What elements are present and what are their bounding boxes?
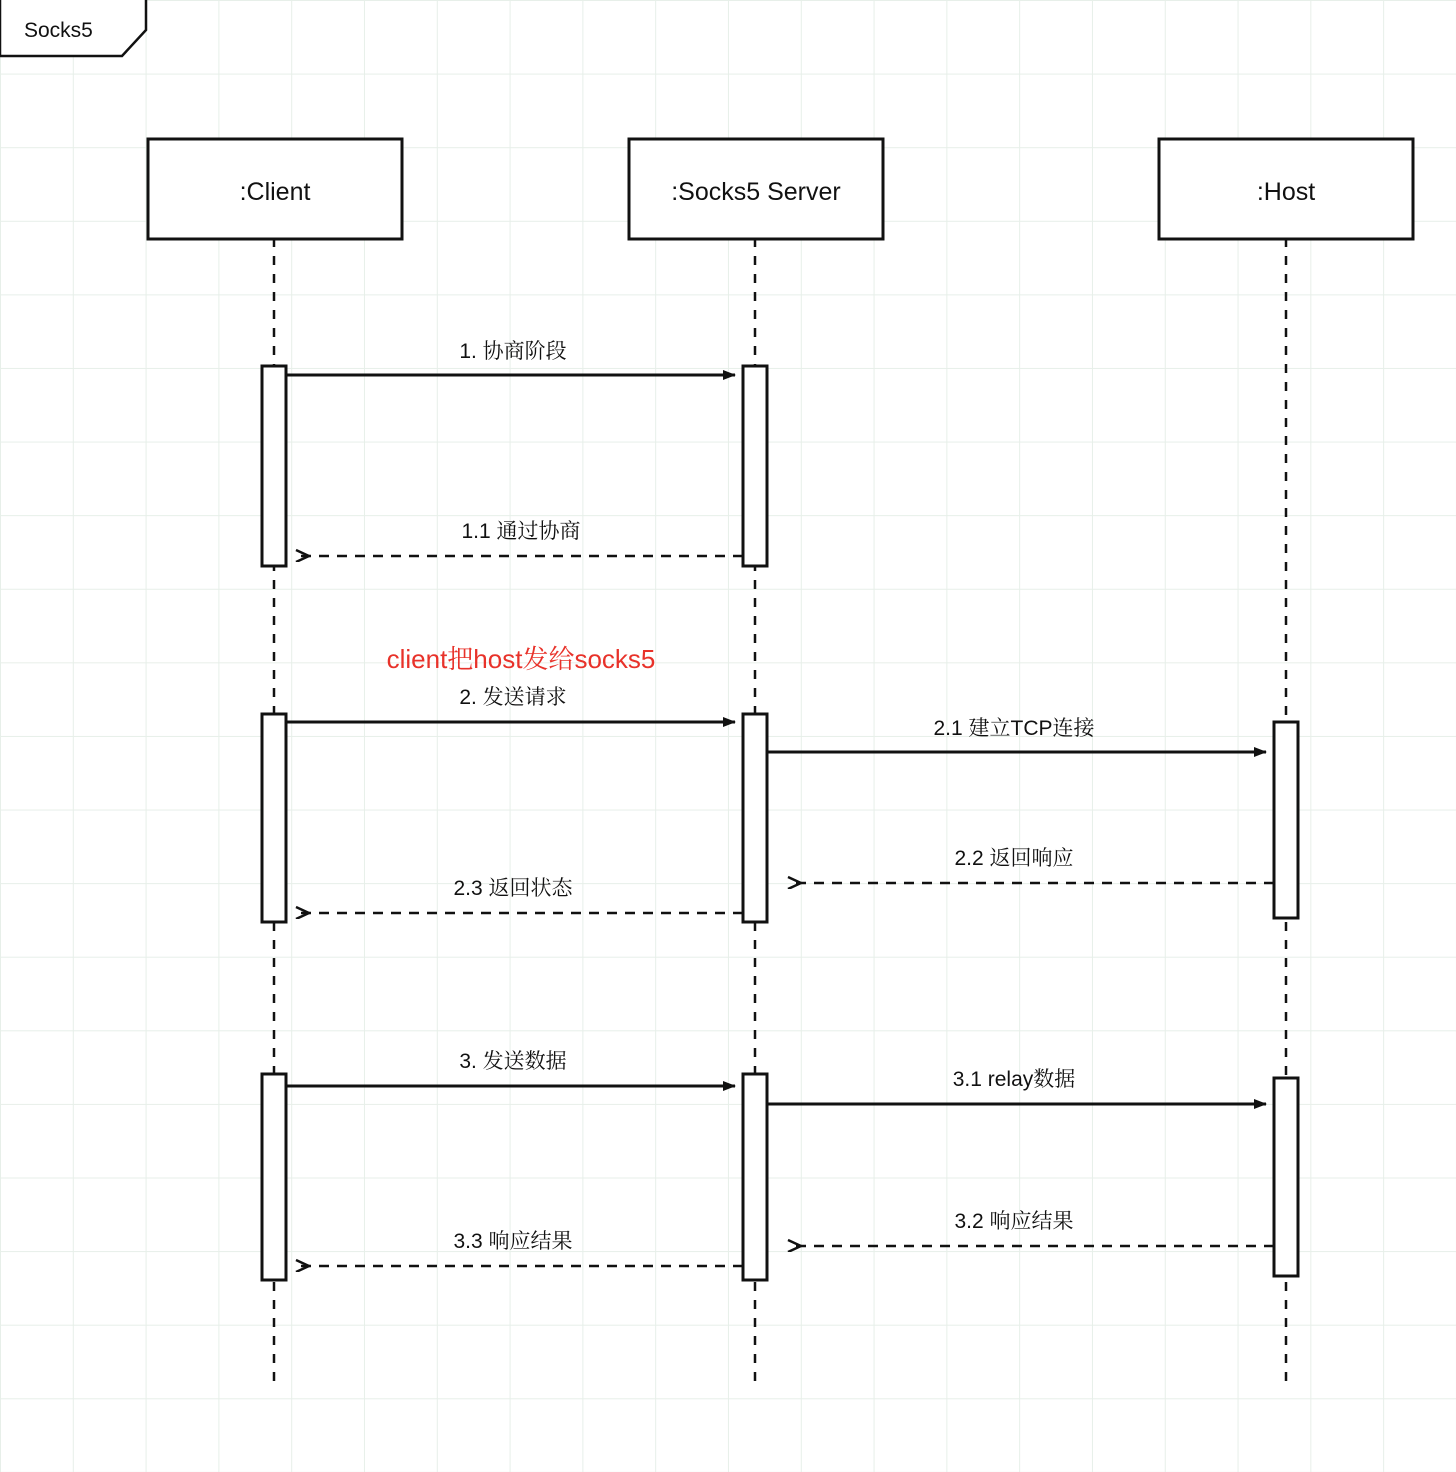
message-3-3: [297, 1230, 743, 1266]
message-2-1-label: 2.1 建立TCP连接: [933, 717, 1095, 740]
message-3-1-label: 3.1 relay数据: [952, 1068, 1076, 1091]
message-1-1: [297, 520, 743, 556]
activation-socks5-2: [743, 714, 767, 922]
message-1: [286, 340, 735, 375]
activation-socks5-1: [743, 366, 767, 566]
message-3-1: [767, 1068, 1266, 1104]
message-2-3-label: 2.3 返回状态: [453, 877, 573, 900]
message-1-1-label: 1.1 通过协商: [461, 520, 581, 543]
message-2-3: [297, 877, 743, 913]
message-2-1: [767, 717, 1266, 752]
frame-label-tab: [0, 0, 146, 56]
activation-host-2: [1274, 722, 1298, 918]
participant-socks5-label: :Socks5 Server: [671, 178, 841, 206]
note-text: client把host发给socks5: [386, 644, 656, 674]
activation-client-2: [262, 714, 286, 922]
message-2-label: 2. 发送请求: [459, 686, 567, 709]
activation-client-3: [262, 1074, 286, 1280]
message-2-2: [789, 847, 1274, 883]
participant-host-label: :Host: [1256, 178, 1316, 206]
participant-host[interactable]: [1159, 139, 1413, 239]
frame-label-text: Socks5: [24, 19, 93, 42]
activation-client-1: [262, 366, 286, 566]
participant-client[interactable]: [148, 139, 402, 239]
activation-host-3: [1274, 1078, 1298, 1276]
activation-socks5-3: [743, 1074, 767, 1280]
participant-socks5-server[interactable]: [629, 139, 883, 239]
message-2-2-label: 2.2 返回响应: [954, 847, 1074, 870]
message-3-2: [789, 1210, 1274, 1246]
message-2: [286, 686, 735, 722]
message-3-3-label: 3.3 响应结果: [453, 1230, 573, 1253]
message-1-label: 1. 协商阶段: [459, 340, 567, 363]
message-3-2-label: 3.2 响应结果: [954, 1210, 1074, 1233]
participant-client-label: :Client: [239, 178, 311, 206]
message-3: [286, 1050, 735, 1086]
message-3-label: 3. 发送数据: [459, 1050, 567, 1073]
